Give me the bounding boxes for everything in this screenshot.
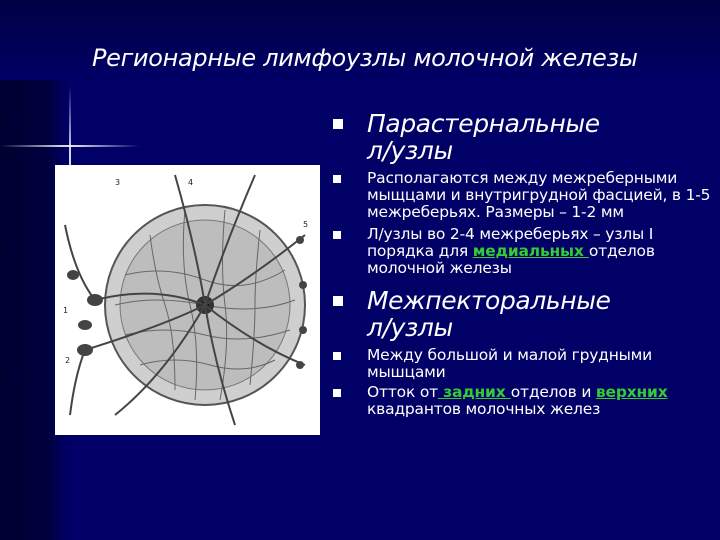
square-bullet-icon	[333, 389, 341, 397]
bullet-list	[333, 110, 713, 418]
item-text: отделов молочной железы	[367, 242, 655, 277]
sparkle-horizontal-decoration	[0, 145, 140, 147]
square-bullet-icon	[333, 175, 341, 183]
heading-line: л/узлы	[367, 136, 453, 165]
highlight-medial: медиальных	[472, 242, 589, 260]
list-item-interpectoral-heading	[333, 287, 713, 341]
item-text: квадрантов молочных желез	[367, 400, 601, 418]
list-item-between-muscles	[333, 347, 713, 381]
figure-label-4: 4	[188, 178, 194, 187]
square-bullet-icon	[333, 352, 341, 360]
list-item-location	[333, 170, 713, 221]
highlight-posterior: задних	[437, 383, 511, 401]
square-bullet-icon	[333, 231, 341, 239]
list-item-nodes-order	[333, 226, 713, 277]
square-bullet-icon	[333, 119, 343, 129]
heading-line: л/узлы	[367, 313, 453, 342]
slide-title: Регионарные лимфоузлы молочной железы	[92, 44, 638, 72]
figure-label-2: 2	[65, 356, 71, 365]
highlight-upper: верхних	[595, 383, 668, 401]
square-bullet-icon	[333, 296, 343, 306]
list-item-outflow	[333, 384, 713, 418]
item-text: Отток от	[367, 383, 438, 401]
item-text: Л/узлы во 2-4 межреберьях – узлы I порядка для	[367, 225, 654, 260]
heading-line: Межпекторальные	[367, 286, 611, 315]
item-text: Располагаются между межреберными мыщцами и внутригрудной фасцией, в 1-5 межреберьях. Размеры – 1-2 мм	[367, 169, 711, 221]
figure-label-5: 5	[303, 220, 309, 229]
heading-line: Парастернальные	[367, 109, 600, 138]
item-text: отделов и	[510, 383, 596, 401]
figure-label-3: 3	[115, 178, 121, 187]
breast-lymphatics-drawing	[55, 165, 320, 435]
list-item-parasternal-heading	[333, 110, 713, 164]
figure-label-1: 1	[63, 306, 69, 315]
item-text: Между большой и малой грудными мышцами	[367, 346, 653, 381]
lymph-node-illustration	[55, 165, 320, 435]
